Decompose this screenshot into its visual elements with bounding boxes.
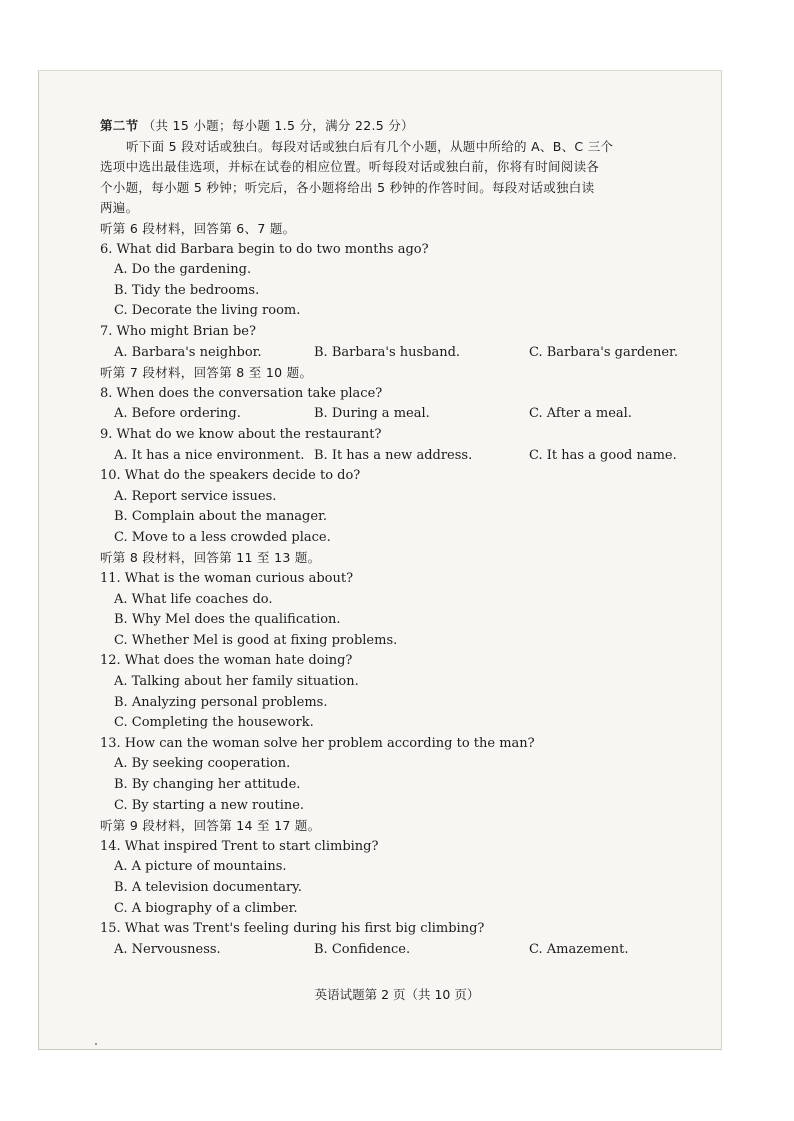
option-row: [100, 343, 685, 364]
passage-instruction: 听第 6 段材料，回答第 6、7 题。: [100, 220, 296, 236]
option-row: [100, 446, 685, 467]
question-text: 10. What do the speakers decide to do?: [100, 468, 361, 484]
option-b: B. During a meal.: [314, 406, 430, 422]
answer-option: B. Why Mel does the qualification.: [114, 612, 341, 628]
answer-option: C. Move to a less crowded place.: [114, 529, 331, 545]
question-text: 11. What is the woman curious about?: [100, 571, 354, 587]
option-b: B. It has a new address.: [314, 447, 473, 463]
section-scoring: （共 15 小题；每小题 1.5 分，满分 22.5 分）: [142, 118, 414, 133]
instruction-line: 选项中选出最佳选项，并标在试卷的相应位置。听每段对话或独白前，你将有时间阅读各: [100, 159, 600, 175]
option-c: C. It has a good name.: [529, 447, 677, 463]
answer-option: B. Analyzing personal problems.: [114, 694, 328, 710]
passage-instruction: 听第 7 段材料，回答第 8 至 10 题。: [100, 365, 313, 381]
option-b: B. Confidence.: [314, 941, 411, 957]
option-c: C. After a meal.: [529, 406, 632, 422]
question-text: 7. Who might Brian be?: [100, 323, 256, 339]
answer-option: C. By starting a new routine.: [114, 797, 305, 813]
answer-option: A. Do the gardening.: [114, 262, 252, 278]
answer-option: C. Whether Mel is good at fixing problems.: [114, 632, 398, 648]
answer-option: C. Completing the housework.: [114, 715, 314, 731]
passage-instruction: 听第 9 段材料，回答第 14 至 17 题。: [100, 818, 321, 834]
answer-option: C. Decorate the living room.: [114, 303, 301, 319]
question-text: 6. What did Barbara begin to do two months ago?: [100, 241, 429, 257]
option-a: A. Before ordering.: [114, 406, 241, 422]
answer-option: B. Complain about the manager.: [114, 509, 327, 525]
answer-option: B. Tidy the bedrooms.: [114, 282, 260, 298]
instruction-line: 听下面 5 段对话或独白。每段对话或独白后有几个小题，从题中所给的 A、B、C 三个: [126, 138, 614, 154]
exam-content: [100, 116, 685, 960]
instruction-line: 个小题，每小题 5 秒钟；听完后，各小题将给出 5 秒钟的作答时间。每段对话或独白读: [100, 179, 595, 195]
question-text: 13. How can the woman solve her problem according to the man?: [100, 735, 535, 751]
question-text: 14. What inspired Trent to start climbing?: [100, 838, 379, 854]
question-text: 15. What was Trent's feeling during his first big climbing?: [100, 921, 485, 937]
answer-option: A. Talking about her family situation.: [114, 674, 359, 690]
option-row: [100, 940, 685, 961]
option-row: [100, 404, 685, 425]
answer-option: A. By seeking cooperation.: [114, 756, 291, 772]
question-text: 9. What do we know about the restaurant?: [100, 426, 382, 442]
option-b: B. Barbara's husband.: [314, 344, 461, 360]
option-a: A. Nervousness.: [114, 941, 221, 957]
section-title: 第二节: [100, 118, 139, 133]
answer-option: B. By changing her attitude.: [114, 777, 301, 792]
question-list: [100, 219, 685, 960]
page-footer: 英语试题第 2 页（共 10 页）: [314, 987, 480, 1002]
scan-speck: [95, 1043, 97, 1045]
answer-option: A. What life coaches do.: [114, 591, 273, 607]
answer-option: A. A picture of mountains.: [114, 859, 287, 875]
answer-option: B. A television documentary.: [114, 879, 302, 895]
passage-instruction: 听第 8 段材料，回答第 11 至 13 题。: [100, 550, 321, 566]
instruction-line: 两遍。: [100, 200, 139, 216]
option-a: A. It has a nice environment.: [114, 447, 305, 463]
option-a: A. Barbara's neighbor.: [114, 344, 262, 360]
question-text: 8. When does the conversation take place?: [100, 385, 383, 401]
option-c: C. Amazement.: [529, 941, 629, 957]
answer-option: C. A biography of a climber.: [114, 900, 298, 916]
section-header: [100, 116, 685, 137]
question-text: 12. What does the woman hate doing?: [100, 653, 353, 669]
answer-option: A. Report service issues.: [114, 488, 277, 504]
option-c: C. Barbara's gardener.: [529, 344, 678, 360]
